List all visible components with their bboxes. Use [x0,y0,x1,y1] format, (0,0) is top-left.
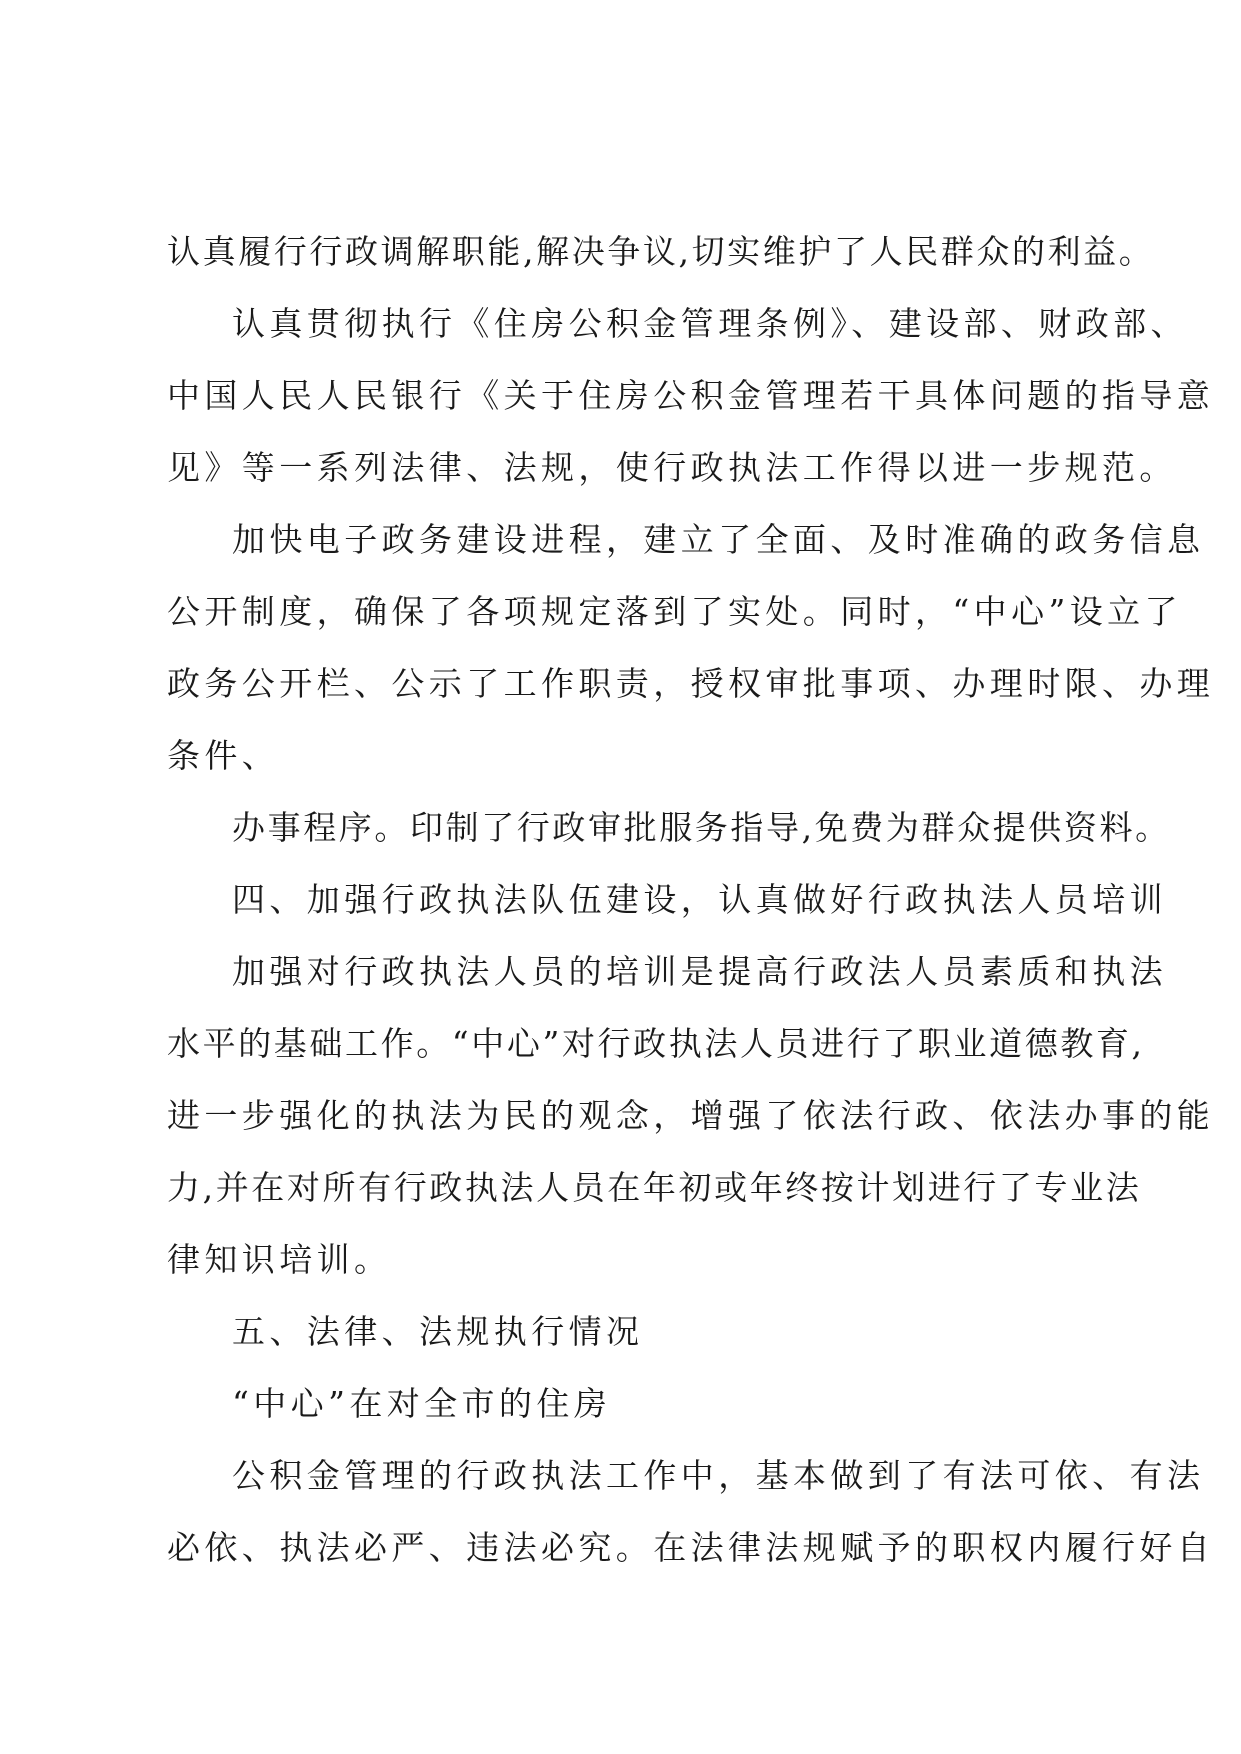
body-line: 政务公开栏、公示了工作职责，授权审批事项、办理时限、办理 [167,664,1215,703]
section-heading: 四、加强行政执法队伍建设，认真做好行政执法人员培训 [232,880,1167,919]
section-heading: 五、法律、法规执行情况 [232,1312,644,1351]
body-line: 水平的基础工作。“中心”对行政执法人员进行了职业道德教育, [167,1024,1145,1063]
paragraph-start-line: 认真贯彻执行《住房公积金管理条例》、建设部、财政部、 [232,304,1188,343]
body-line: 中国人民人民银行《关于住房公积金管理若干具体问题的指导意 [167,376,1215,415]
body-line: 进一步强化的执法为民的观念，增强了依法行政、依法办事的能 [167,1096,1215,1135]
body-line: 公开制度，确保了各项规定落到了实处。同时，“中心”设立了 [167,592,1182,631]
paragraph-start-line: “中心”在对全市的住房 [232,1384,612,1423]
paragraph-start-line: 加强对行政执法人员的培训是提高行政法人员素质和执法 [232,952,1167,991]
paragraph-start-line: 公积金管理的行政执法工作中，基本做到了有法可依、有法 [232,1456,1205,1495]
body-line: 认真履行行政调解职能,解决争议,切实维护了人民群众的利益。 [167,232,1155,271]
paragraph-start-line: 加快电子政务建设进程，建立了全面、及时准确的政务信息 [232,520,1205,559]
paragraph-start-line: 办事程序。印制了行政审批服务指导,免费为群众提供资料。 [232,808,1171,847]
body-line: 力,并在对所有行政执法人员在年初或年终按计划进行了专业法 [167,1168,1142,1207]
body-line: 见》等一系列法律、法规，使行政执法工作得以进一步规范。 [167,448,1177,487]
body-line: 条件、 [167,736,280,775]
body-line: 律知识培训。 [167,1240,392,1279]
body-line: 必依、执法必严、违法必究。在法律法规赋予的职权内履行好自 [167,1528,1215,1567]
